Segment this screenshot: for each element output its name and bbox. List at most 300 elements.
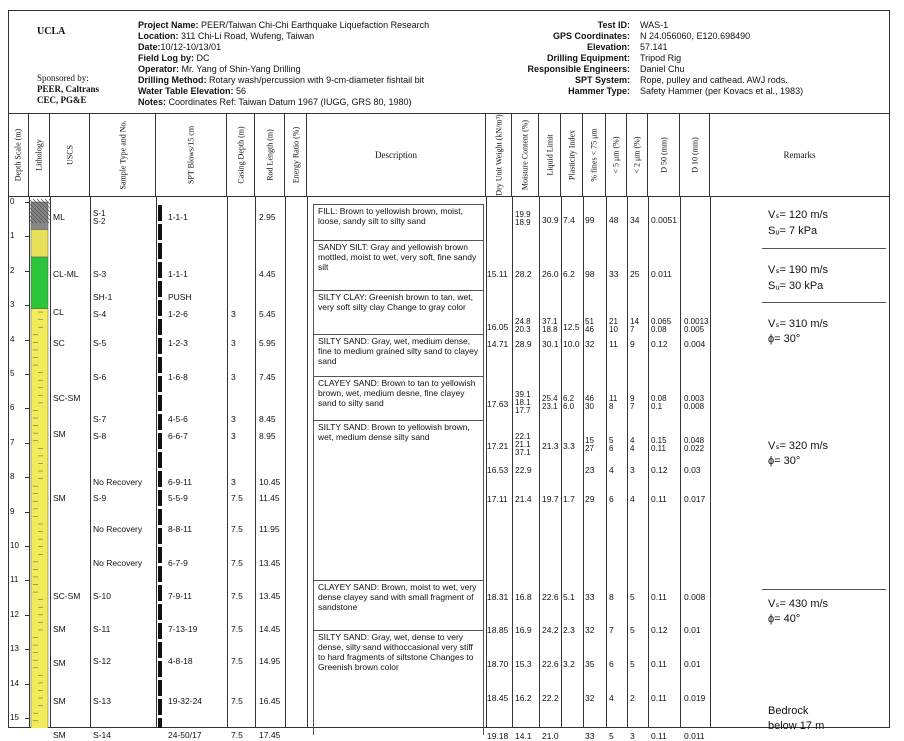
elevation-label: Elevation: <box>586 42 630 52</box>
lab-uw: 16.05 <box>487 321 509 332</box>
lab-pi: 6.2 6.0 <box>563 394 575 412</box>
lab-uw: 18.85 <box>487 624 509 635</box>
depth-tick-label: 1 <box>10 231 15 241</box>
spt-blows: 8-8-11 <box>168 523 192 534</box>
sample-label: S-3 <box>93 269 107 280</box>
col-header-d10-label: D 10 (mm) <box>690 137 699 173</box>
sample-label: S-1 S-2 <box>93 209 106 227</box>
col-header-ll-label: Liquid Limit <box>545 134 554 176</box>
operator: Mr. Yang of Shin-Yang Drilling <box>181 64 301 74</box>
date-label: Date: <box>138 42 161 52</box>
lab-lt5: 33 <box>609 268 619 279</box>
remark-text: Sᵤ= 7 kPa <box>768 224 818 237</box>
lab-d10: 0.011 <box>684 731 705 741</box>
lab-fines: 46 30 <box>585 394 594 412</box>
depth-tick-label: 11 <box>10 575 19 585</box>
remark-text: Vₛ= 430 m/s <box>768 597 829 610</box>
grid-line <box>710 197 711 728</box>
depth-tick-label: 4 <box>10 334 15 344</box>
lab-ll: 22.6 <box>542 591 559 602</box>
lab-ll: 30.9 <box>542 215 559 226</box>
lab-uw: 17.11 <box>487 493 508 504</box>
grid-line <box>561 197 562 728</box>
drilling-method-label: Drilling Method: <box>138 75 207 85</box>
uscs-label: SM <box>53 730 66 741</box>
soil-description: CLAYEY SAND: Brown, moist to wet, very dense clayey sand with small fragment of sandstone <box>318 582 477 613</box>
col-header-lt5 <box>606 113 627 197</box>
lab-d50: 0.11 <box>651 591 667 602</box>
grid-line <box>680 197 681 728</box>
depth-tick-label: 2 <box>10 265 15 275</box>
col-header-remarks <box>710 113 890 197</box>
remark-text: ϕ= 40° <box>768 613 801 626</box>
lab-lt5: 48 <box>609 215 619 226</box>
lab-d10: 0.008 <box>684 591 706 602</box>
lab-lt5: 4 <box>609 693 614 704</box>
lab-pi: 5.1 <box>563 591 575 602</box>
lab-ll: 22.2 <box>542 693 559 704</box>
lab-mc: 39.1 18.1 17.7 <box>515 390 531 416</box>
lab-d50: 0.12 <box>651 339 668 350</box>
sponsor-block <box>37 73 99 106</box>
lab-pi: 3.3 <box>563 440 575 451</box>
rod-length: 4.45 <box>259 269 276 280</box>
spt-blows: 6-7-9 <box>168 558 188 569</box>
soil-description: FILL: Brown to yellowish brown, moist, loose, sandy silt to silty sand <box>318 205 464 226</box>
rod-length: 10.45 <box>259 477 281 488</box>
lab-d10: 0.03 <box>684 464 701 475</box>
lab-lt2: 2 <box>630 693 635 704</box>
col-header-pi <box>561 113 583 197</box>
lab-lt5: 4 <box>609 464 614 475</box>
grid-line <box>539 197 540 728</box>
col-header-unit-weight-label: Dry Unit Weight (kN/m³) <box>494 114 503 196</box>
remark-text: Vₛ= 320 m/s <box>768 439 829 452</box>
lab-uw: 14.71 <box>487 339 509 350</box>
spt-blows: 4-5-6 <box>168 413 188 424</box>
lab-mc: 22.9 <box>515 464 532 475</box>
field-log: DC <box>196 53 210 63</box>
sample-label: S-4 <box>93 308 107 319</box>
spt-blows: 1-2-6 <box>168 308 188 319</box>
lab-pi: 2.3 <box>563 624 575 635</box>
lab-d10: 0.019 <box>684 693 706 704</box>
col-header-depth <box>8 113 29 197</box>
lab-lt5: 11 <box>609 339 618 350</box>
col-header-energy-label: Energy Ratio (%) <box>291 126 300 184</box>
grid-line <box>606 197 607 728</box>
lab-fines: 32 <box>585 693 595 704</box>
depth-tick-label: 12 <box>10 609 19 619</box>
col-header-pi-label: Plasticity Index <box>567 130 576 180</box>
sponsors-line1: PEER, Caltrans <box>37 84 100 94</box>
location: 311 Chi-Li Road, Wufeng, Taiwan <box>181 31 315 41</box>
col-header-d50-label: D 50 (mm) <box>659 137 668 173</box>
test-values <box>640 20 803 97</box>
lab-mc: 21.4 <box>515 493 532 504</box>
lab-d10: 0.004 <box>684 339 706 350</box>
col-header-lt2 <box>627 113 648 197</box>
lab-d10: 0.048 0.022 <box>684 435 705 453</box>
rod-length: 17.45 <box>259 730 281 741</box>
lab-d50: 0.11 <box>651 658 667 669</box>
remark-text: Vₛ= 310 m/s <box>768 317 829 330</box>
depth-tick-label: 3 <box>10 300 15 310</box>
depth-tick-label: 13 <box>10 644 19 654</box>
lab-mc: 19.9 18.9 <box>515 210 531 228</box>
equipment-label: Drilling Equipment: <box>547 53 630 63</box>
casing-depth: 7.5 <box>231 558 243 569</box>
sample-label: S-5 <box>93 338 107 349</box>
soil-description: SILTY SAND: Gray, wet, medium dense, fine to medium grained silty sand to clayey sand <box>318 336 479 367</box>
uscs-label: SM <box>53 695 66 706</box>
lab-d10: 0.003 0.008 <box>684 394 705 412</box>
sample-label: S-6 <box>93 372 107 383</box>
lab-uw: 17.63 <box>487 399 509 410</box>
location-label: Location: <box>138 31 179 41</box>
test-id-label: Test ID: <box>597 20 630 30</box>
uscs-label: CL-ML <box>53 269 79 280</box>
uscs-label: CL <box>53 307 64 318</box>
lab-mc: 24.8 20.3 <box>515 316 531 334</box>
col-header-d10 <box>680 113 710 197</box>
spt-blows: 5-5-9 <box>168 492 188 503</box>
casing-depth: 7.5 <box>231 590 243 601</box>
depth-tick-label: 6 <box>10 403 15 413</box>
lab-fines: 15 27 <box>585 435 594 453</box>
lab-mc: 15.3 <box>515 658 532 669</box>
remark-text: Vₛ= 190 m/s <box>768 264 829 277</box>
project-info-block <box>138 20 429 108</box>
grid-line <box>583 197 584 728</box>
lab-d10: 0.017 <box>684 493 706 504</box>
uscs-label: SM <box>53 623 66 634</box>
description-divider <box>313 630 483 631</box>
lab-fines: 98 <box>585 268 595 279</box>
description-box-edge <box>483 204 484 735</box>
col-header-remarks-label: Remarks <box>783 150 816 160</box>
uscs-label: SC-SM <box>53 590 81 601</box>
lab-pi: 12.5 <box>563 321 580 332</box>
lab-lt2: 3 <box>630 464 635 475</box>
spt-blows: 1-6-8 <box>168 372 188 383</box>
col-header-ll <box>539 113 561 197</box>
elevation: 57.141 <box>640 42 668 52</box>
lab-ll: 21.3 <box>542 440 559 451</box>
hammer: Safety Hammer (per Kovacs et al., 1983) <box>640 86 804 96</box>
uscs-label: SC <box>53 338 65 349</box>
casing-depth: 7.5 <box>231 695 243 706</box>
description-divider <box>313 290 483 291</box>
col-header-lt5-label: < 5 μm (%) <box>611 136 621 174</box>
lab-fines: 29 <box>585 493 595 504</box>
lab-lt2: 4 <box>630 493 635 504</box>
lithology-column <box>29 197 50 728</box>
depth-tick-label: 8 <box>10 472 15 482</box>
drilling-method: Rotary wash/percussion with 9-cm-diameter fishtail bit <box>209 75 425 85</box>
col-header-sample-label: Sample Type and No. <box>118 120 127 190</box>
rod-length: 13.45 <box>259 558 281 569</box>
sample-label: S-12 <box>93 656 111 667</box>
grid-line <box>90 197 91 728</box>
lab-d50: 0.08 0.1 <box>651 394 667 412</box>
sample-label: S-14 <box>93 730 111 741</box>
remark-text: ϕ= 30° <box>768 455 801 468</box>
casing-depth: 3 <box>231 413 236 424</box>
lab-lt2: 14 7 <box>630 316 639 334</box>
spt-system-label: SPT System: <box>574 75 630 85</box>
sponsored-label: Sponsored by: <box>37 73 89 83</box>
lab-ll: 37.1 18.8 <box>542 316 558 334</box>
lab-uw: 19.18 <box>487 731 509 741</box>
col-header-moisture-label: Moisture Content (%) <box>520 119 530 191</box>
soil-description: SILTY CLAY: Greenish brown to tan, wet, very soft silty clay Change to gray color <box>318 291 473 312</box>
soil-description: SILTY SAND: Brown to yellowish brown, wet, medium dense silty sand <box>318 422 470 443</box>
soil-description: CLAYEY SAND: Brown to tan to yellowish brown, wet, medium desne, fine clayey sand to silty sand <box>318 377 476 408</box>
lab-ll: 24.2 <box>542 624 559 635</box>
date: 10/12-10/13/01 <box>160 42 222 52</box>
rod-length: 16.45 <box>259 695 281 706</box>
lab-fines: 33 <box>585 731 595 741</box>
sample-label: S-8 <box>93 430 107 441</box>
spt-blows: 19-32-24 <box>168 695 203 706</box>
lab-lt5: 21 10 <box>609 316 618 334</box>
lab-lt2: 4 4 <box>630 435 635 453</box>
col-header-lithology <box>29 113 50 197</box>
lab-d10: 0.01 <box>684 658 701 669</box>
engineers-label: Responsible Engineers: <box>527 64 630 74</box>
col-header-fines <box>583 113 606 197</box>
sponsors-line2: CEC, PG&E <box>37 95 87 105</box>
project-name-label: Project Name: <box>138 20 199 30</box>
soil-description: SANDY SILT: Gray and yellowish brown mottled, moist to wet, very soft, fine sandy silt <box>318 241 477 272</box>
soil-description: SILTY SAND: Gray, wet, dense to very dense, silty sand withoccasional very stiff to hard fragments of siltstone Changes to Greenish brown color <box>318 632 474 673</box>
lab-uw: 18.45 <box>487 693 509 704</box>
sample-label: No Recovery <box>93 558 143 569</box>
rod-length: 7.45 <box>259 372 276 383</box>
grid-line <box>307 197 308 728</box>
spt-blows: 4-8-18 <box>168 656 193 667</box>
col-header-depth-label: Depth Scale (m) <box>13 128 23 182</box>
lab-pi: 1.7 <box>563 493 575 504</box>
col-header-energy <box>285 113 307 197</box>
grid-line <box>255 197 256 728</box>
col-header-lt2-label: < 2 μm (%) <box>632 136 642 174</box>
uscs-label: ML <box>53 212 65 223</box>
lab-pi: 3.2 <box>563 658 575 669</box>
uscs-label: SM <box>53 492 66 503</box>
lab-lt2: 5 <box>630 591 635 602</box>
lab-fines: 99 <box>585 215 595 226</box>
description-divider <box>313 204 483 205</box>
lab-lt5: 8 <box>609 591 614 602</box>
col-header-spt <box>156 113 227 197</box>
test-labels <box>500 20 630 97</box>
rod-length: 11.95 <box>259 523 280 534</box>
depth-tick-label: 5 <box>10 369 15 378</box>
lab-mc: 28.2 <box>515 268 532 279</box>
sample-label: SH-1 <box>93 291 113 302</box>
remark-text: Vₛ= 120 m/s <box>768 209 829 222</box>
col-header-uscs-label: USCS <box>65 144 74 166</box>
lab-d10: 0.0013 0.005 <box>684 316 709 334</box>
field-log-label: Field Log by: <box>138 53 194 63</box>
lab-lt5: 5 6 <box>609 435 614 453</box>
water-table: 56 <box>236 86 247 96</box>
casing-depth: 7.5 <box>231 623 243 634</box>
grid-line <box>156 197 157 728</box>
col-header-unit-weight <box>486 113 512 197</box>
spt-sample-bar <box>158 205 162 728</box>
lab-mc: 14.1 <box>515 731 532 741</box>
spt-blows: 1-2-3 <box>168 338 188 349</box>
lithology-layer-hatchy <box>31 230 48 258</box>
sample-label: S-9 <box>93 492 107 503</box>
lab-lt5: 5 <box>609 731 614 741</box>
description-box-edge <box>313 204 314 735</box>
lab-d50: 0.15 0.11 <box>651 435 667 453</box>
depth-tick-label: 15 <box>10 713 19 722</box>
lab-mc: 16.9 <box>515 624 532 635</box>
grid-line <box>50 197 51 728</box>
lab-ll: 21.0 <box>542 731 559 741</box>
notes-label: Notes: <box>138 97 167 107</box>
lab-d50: 0.11 <box>651 493 667 504</box>
spt-blows: PUSH <box>168 291 192 302</box>
remark-divider <box>762 302 886 303</box>
lab-uw: 18.70 <box>487 658 509 669</box>
col-header-sample <box>90 113 156 197</box>
remark-text: Bedrock <box>768 704 809 717</box>
casing-depth: 7.5 <box>231 492 243 503</box>
lab-fines: 32 <box>585 624 595 635</box>
lab-fines: 32 <box>585 339 595 350</box>
lab-fines: 35 <box>585 658 595 669</box>
sample-label: S-10 <box>93 590 111 601</box>
hammer-label: Hammer Type: <box>568 86 630 96</box>
notes: Coordinates Ref: Taiwan Datum 1967 (IUGG, GRS 80, 1980) <box>168 97 412 107</box>
lab-lt2: 25 <box>630 268 640 279</box>
lab-pi: 6.2 <box>563 268 575 279</box>
remark-text: ϕ= 30° <box>768 333 801 345</box>
depth-tick-label: 0 <box>10 197 15 206</box>
spt-blows: 7-13-19 <box>168 623 198 634</box>
rod-length: 8.95 <box>259 430 276 441</box>
uscs-label: SM <box>53 429 66 440</box>
spt-blows: 6-9-11 <box>168 477 192 488</box>
col-header-d50 <box>648 113 680 197</box>
description-divider <box>313 580 483 581</box>
lab-lt5: 6 <box>609 658 614 669</box>
col-header-rod-label: Rod Length (m) <box>265 129 274 181</box>
grid-line <box>648 197 649 728</box>
col-header-description <box>307 113 486 197</box>
lab-uw: 17.21 <box>487 440 509 451</box>
operator-label: Operator: <box>138 64 180 74</box>
casing-depth: 3 <box>231 338 236 349</box>
grid-line <box>285 197 286 728</box>
grid-line <box>227 197 228 728</box>
gps-label: GPS Coordinates: <box>552 31 630 41</box>
spt-blows: 7-9-11 <box>168 590 192 601</box>
casing-depth: 7.5 <box>231 730 243 741</box>
lab-d50: 0.12 <box>651 624 668 635</box>
rod-length: 14.95 <box>259 656 281 667</box>
remark-divider <box>762 589 886 590</box>
depth-tick-label: 14 <box>10 678 19 688</box>
rod-length: 5.95 <box>259 338 276 349</box>
project-name: PEER/Taiwan Chi-Chi Earthquake Liquefaction Research <box>201 20 430 30</box>
remark-text: Sᵤ= 30 kPa <box>768 279 824 292</box>
lab-mc: 28.9 <box>515 339 532 350</box>
lab-d50: 0.11 <box>651 731 667 741</box>
lithology-layer-sand <box>31 309 48 728</box>
rod-length: 8.45 <box>259 413 276 424</box>
lab-d50: 0.12 <box>651 464 668 475</box>
sample-label: No Recovery <box>93 477 143 488</box>
col-header-rod <box>255 113 285 197</box>
lab-lt2: 5 <box>630 658 635 669</box>
lab-pi: 10.0 <box>563 339 580 350</box>
org-name: UCLA <box>37 26 66 37</box>
col-header-casing-label: Casing Depth (m) <box>236 126 245 184</box>
lab-mc: 16.8 <box>515 591 532 602</box>
water-table-label: Water Table Elevation: <box>138 86 234 96</box>
grid-line <box>512 197 513 728</box>
description-divider <box>313 376 483 377</box>
sample-label: No Recovery <box>93 523 143 534</box>
col-header-uscs <box>50 113 90 197</box>
lab-fines: 23 <box>585 464 595 475</box>
equipment: Tripod Rig <box>640 53 682 63</box>
sample-label: S-11 <box>93 623 111 634</box>
depth-tick-label: 7 <box>10 437 15 447</box>
gps: N 24.056060, E120.698490 <box>640 31 751 41</box>
col-header-lithology-label: Lithology <box>34 139 44 171</box>
casing-depth: 3 <box>231 372 236 383</box>
uscs-label: SC-SM <box>53 393 81 404</box>
lab-d50: 0.11 <box>651 693 667 704</box>
lab-lt2: 3 <box>630 731 635 741</box>
lab-uw: 18.31 <box>487 591 509 602</box>
casing-depth: 7.5 <box>231 523 243 534</box>
lab-fines: 51 46 <box>585 316 594 334</box>
lab-lt2: 9 <box>630 339 635 350</box>
casing-depth: 3 <box>231 477 236 488</box>
sample-label: S-7 <box>93 413 107 424</box>
remark-divider <box>762 248 886 249</box>
lab-ll: 22.6 <box>542 658 559 669</box>
rod-length: 14.45 <box>259 623 281 634</box>
casing-depth: 3 <box>231 430 236 441</box>
lab-fines: 33 <box>585 591 595 602</box>
rod-length: 11.45 <box>259 492 280 503</box>
description-divider <box>313 240 483 241</box>
col-header-moisture <box>512 113 539 197</box>
uscs-label: SM <box>53 657 66 668</box>
col-header-description-label: Description <box>375 150 417 160</box>
rod-length: 5.45 <box>259 308 276 319</box>
lab-lt2: 5 <box>630 624 635 635</box>
depth-tick-label: 9 <box>10 506 15 516</box>
casing-depth: 7.5 <box>231 656 243 667</box>
lab-uw: 15.11 <box>487 268 508 279</box>
spt-blows: 6-6-7 <box>168 430 188 441</box>
grid-line <box>627 197 628 728</box>
spt-blows: 24-50/17 <box>168 730 202 741</box>
rod-length: 13.45 <box>259 590 281 601</box>
lab-d10: 0.01 <box>684 624 701 635</box>
